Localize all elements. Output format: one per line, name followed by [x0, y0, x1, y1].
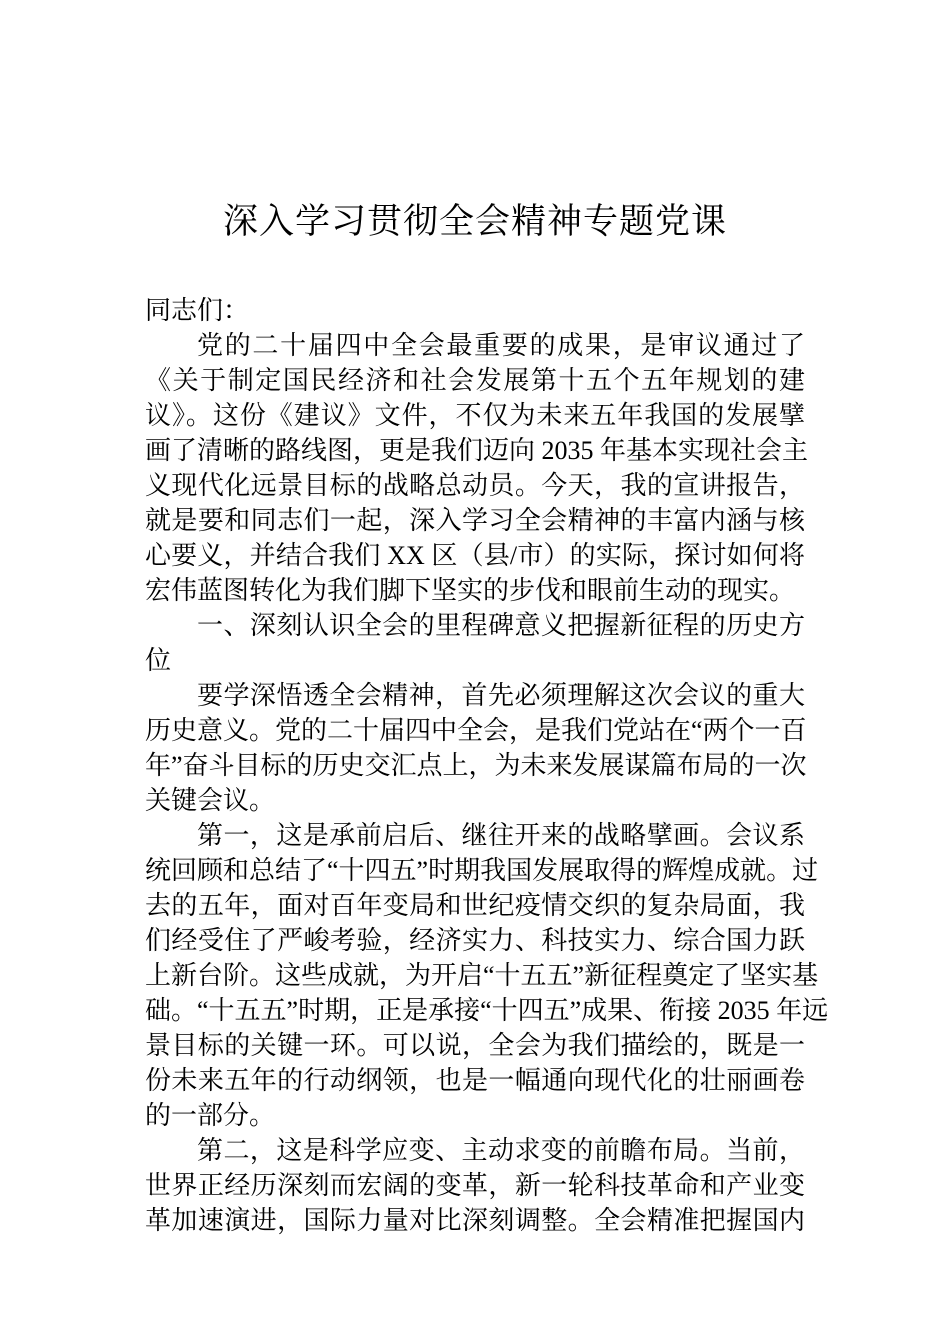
paragraph: [145, 678, 805, 818]
text-line: 就是要和同志们一起，深入学习全会精神的丰富内涵与核: [145, 506, 805, 535]
text-line: 去的五年，面对百年变局和世纪疫情交织的复杂局面，我: [145, 891, 805, 920]
paragraph: [145, 818, 829, 1133]
text-line: 础。“十五五”时期，正是承接“十四五”成果、衔接 2035 年远: [145, 996, 829, 1025]
text-line: 画了清晰的路线图，更是我们迈向 2035 年基本实现社会主: [145, 436, 809, 465]
text-line: 们经受住了严峻考验，经济实力、科技实力、综合国力跃: [145, 926, 805, 955]
text-line: 年”奋斗目标的历史交汇点上，为未来发展谋篇布局的一次: [145, 751, 807, 780]
text-line: 议》。这份《建议》文件，不仅为未来五年我国的发展擘: [145, 401, 805, 430]
text-line: 《关于制定国民经济和社会发展第十五个五年规划的建: [145, 366, 805, 395]
text-line: 义现代化远景目标的战略总动员。今天，我的宣讲报告，: [145, 471, 805, 500]
text-line: 位: [145, 646, 172, 675]
text-line: 革加速演进，国际力量对比深刻调整。全会精准把握国内: [145, 1206, 805, 1235]
text-line: 历史意义。党的二十届四中全会，是我们党站在“两个一百: [145, 716, 807, 745]
text-line: 关键会议。: [145, 786, 276, 815]
text-line: 上新台阶。这些成就，为开启“十五五”新征程奠定了坚实基: [145, 961, 819, 990]
text-line: 统回顾和总结了“十四五”时期我国发展取得的辉煌成就。过: [145, 856, 819, 885]
text-line: 第二，这是科学应变、主动求变的前瞻布局。当前，: [197, 1136, 805, 1165]
text-line: 宏伟蓝图转化为我们脚下坚实的步伐和眼前生动的现实。: [145, 576, 796, 605]
document-body: [145, 293, 829, 1238]
salutation: [145, 293, 805, 328]
text-line: 份未来五年的行动纲领，也是一幅通向现代化的壮丽画卷: [145, 1066, 805, 1095]
text-line: 要学深悟透全会精神，首先必须理解这次会议的重大: [197, 681, 805, 710]
text-line: 同志们：: [145, 296, 250, 325]
text-line: 世界正经历深刻而宏阔的变革，新一轮科技革命和产业变: [145, 1171, 805, 1200]
text-line: 第一，这是承前启后、继往开来的战略擘画。会议系: [197, 821, 805, 850]
paragraph: [145, 328, 809, 608]
text-line: 景目标的关键一环。可以说，全会为我们描绘的，既是一: [145, 1031, 805, 1060]
text-line: 党的二十届四中全会最重要的成果，是审议通过了: [197, 331, 805, 360]
paragraph: [145, 1133, 805, 1238]
text-line: 的一部分。: [145, 1101, 276, 1130]
paragraph: [145, 608, 805, 678]
document-title: 深入学习贯彻全会精神专题党课: [222, 202, 727, 241]
text-line: 心要义，并结合我们 XX 区（县/市）的实际，探讨如何将: [145, 541, 805, 570]
text-line: 一、深刻认识全会的里程碑意义把握新征程的历史方: [197, 611, 805, 640]
